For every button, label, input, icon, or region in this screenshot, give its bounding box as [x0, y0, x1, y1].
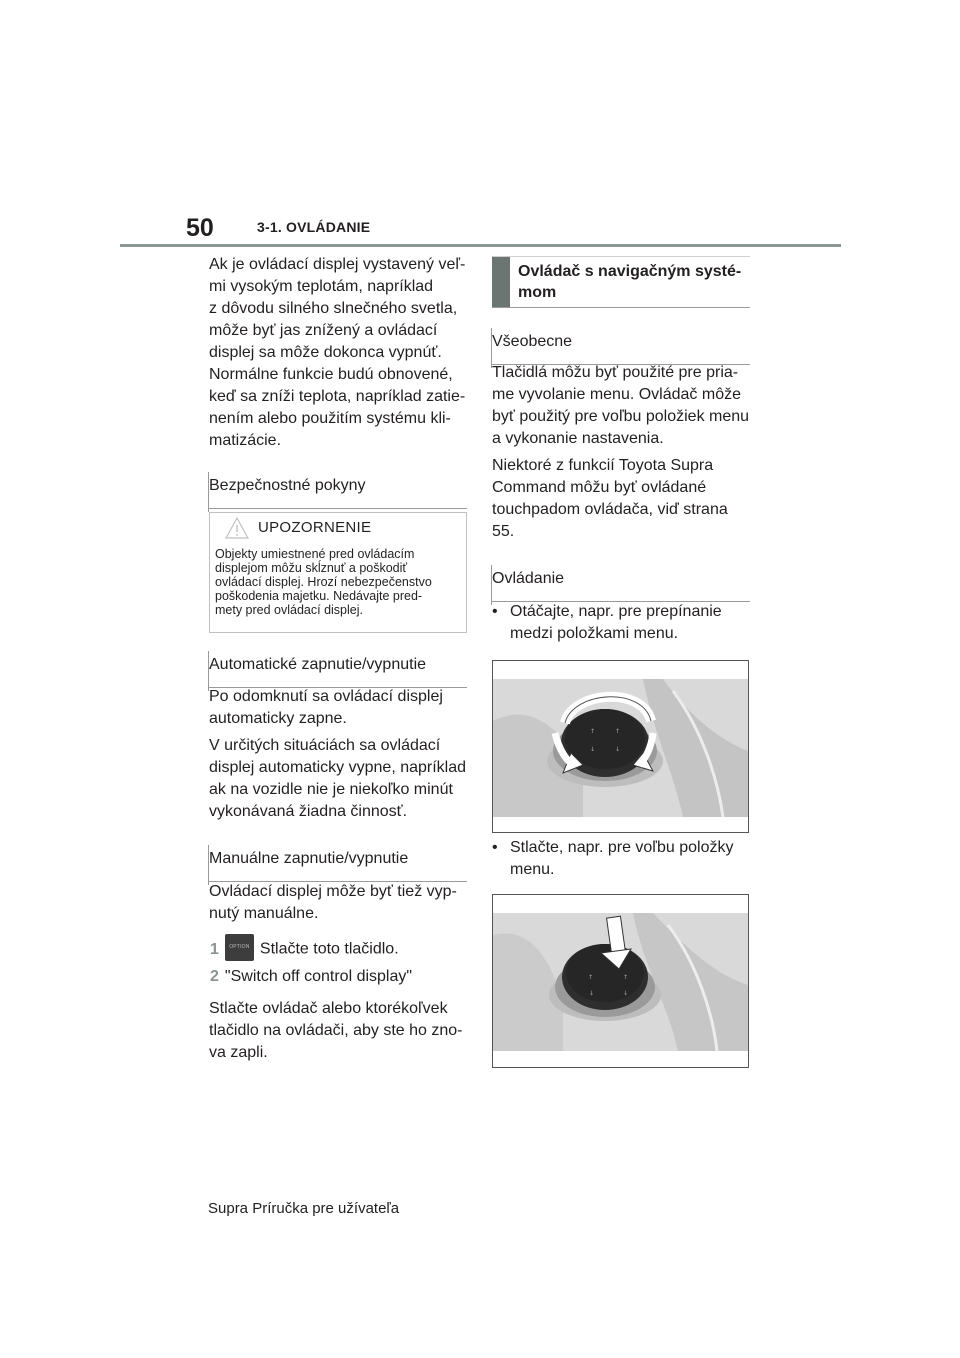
- bullet-rotate: [492, 601, 768, 645]
- step-1-number: 1: [210, 940, 219, 958]
- page-number: 50: [186, 214, 214, 242]
- footer-text: Supra Príručka pre užívateľa: [208, 1200, 400, 1217]
- controller-heading: [492, 256, 750, 308]
- heading-bar: [492, 257, 510, 307]
- warning-triangle-icon: [225, 517, 249, 539]
- svg-text:↑: ↑: [623, 974, 629, 981]
- manual-paragraph: Ovládací displej môže byť tiež vyp- nutý manuálne.: [209, 883, 457, 922]
- warning-title: UPOZORNENIE: [258, 519, 372, 536]
- manual-heading: Manuálne zapnutie/vypnutie: [209, 849, 467, 882]
- section-title: 3-1. OVLÁDANIE: [257, 219, 371, 235]
- bullet-press-text: Stlačte, napr. pre voľbu položky menu.: [510, 839, 734, 878]
- general-paragraph-2: Niektoré z funkcií Toyota Supra Command môžu byť ovládané touchpadom ovládača, viď strana 55.: [492, 457, 728, 540]
- control-heading: Ovládanie: [492, 569, 750, 602]
- bullet-press: [492, 837, 768, 881]
- step-2: [210, 966, 412, 988]
- step-1: [210, 936, 399, 963]
- warning-box: [209, 512, 467, 633]
- auto-paragraph-2: V určitých situáciách sa ovládací displej automaticky vypne, napríklad ak na vozidle nie je niekoľko minút vykonávaná žiadna činnosť.: [209, 737, 467, 820]
- option-button-icon: OPTION: [225, 934, 254, 961]
- header-rule: [120, 244, 841, 247]
- closing-paragraph: Stlačte ovládač alebo ktorékoľvek tlačidlo na ovládači, aby ste ho zno- va zapli.: [209, 1000, 463, 1061]
- svg-text:↓: ↓: [623, 990, 629, 997]
- figure-press-controller: [492, 894, 749, 1068]
- svg-text:↑: ↑: [590, 728, 596, 735]
- auto-heading: Automatické zapnutie/vypnutie: [209, 655, 467, 688]
- svg-text:↓: ↓: [590, 746, 596, 753]
- press-controller-illustration: [493, 895, 748, 1067]
- svg-text:↓: ↓: [589, 990, 595, 997]
- step-2-text: "Switch off control display": [224, 968, 413, 985]
- intro-paragraph: Ak je ovládací displej vystavený veľ- mi vysokým teplotám, napríklad z dôvodu silného slnečného svetla, môže byť jas znížený a ovládací displej sa môže dokonca vypnúť. Normálne funkcie budú obnovené, keď sa zníži teplota, napríklad zatie- nením alebo použitím systému kli- matizácie.: [209, 256, 466, 449]
- controller-heading-text: Ovládač s navigačným systé- mom: [518, 263, 742, 301]
- figure-rotate-controller: [492, 660, 749, 833]
- step-1-text: Stlačte toto tlačidlo.: [259, 940, 399, 958]
- bullet-dot: •: [492, 839, 498, 856]
- auto-paragraph: Po odomknutí sa ovládací displej automaticky zapne.: [209, 688, 443, 727]
- bullet-rotate-text: Otáčajte, napr. pre prepínanie medzi položkami menu.: [510, 603, 722, 642]
- svg-text:↑: ↑: [615, 728, 621, 735]
- general-paragraph: Tlačidlá môžu byť použité pre pria- me vyvolanie menu. Ovládač môže byť použitý pre voľbu položiek menu a vykonanie nastavenia.: [492, 364, 750, 447]
- svg-text:↑: ↑: [588, 974, 594, 981]
- warning-text: Objekty umiestnené pred ovládacím displejom môžu skĺznuť a poškodiť ovládací displej. Hrozí nebezpečenstvo poškodenia majetku. Nedávajte pred- mety pred ovládací displej.: [215, 547, 432, 617]
- rotate-controller-illustration: [493, 661, 748, 832]
- general-heading: Všeobecne: [492, 332, 750, 365]
- svg-text:↓: ↓: [615, 746, 621, 753]
- bullet-dot: •: [492, 603, 498, 620]
- step-2-number: 2: [210, 968, 219, 985]
- safety-heading: Bezpečnostné pokyny: [209, 476, 467, 509]
